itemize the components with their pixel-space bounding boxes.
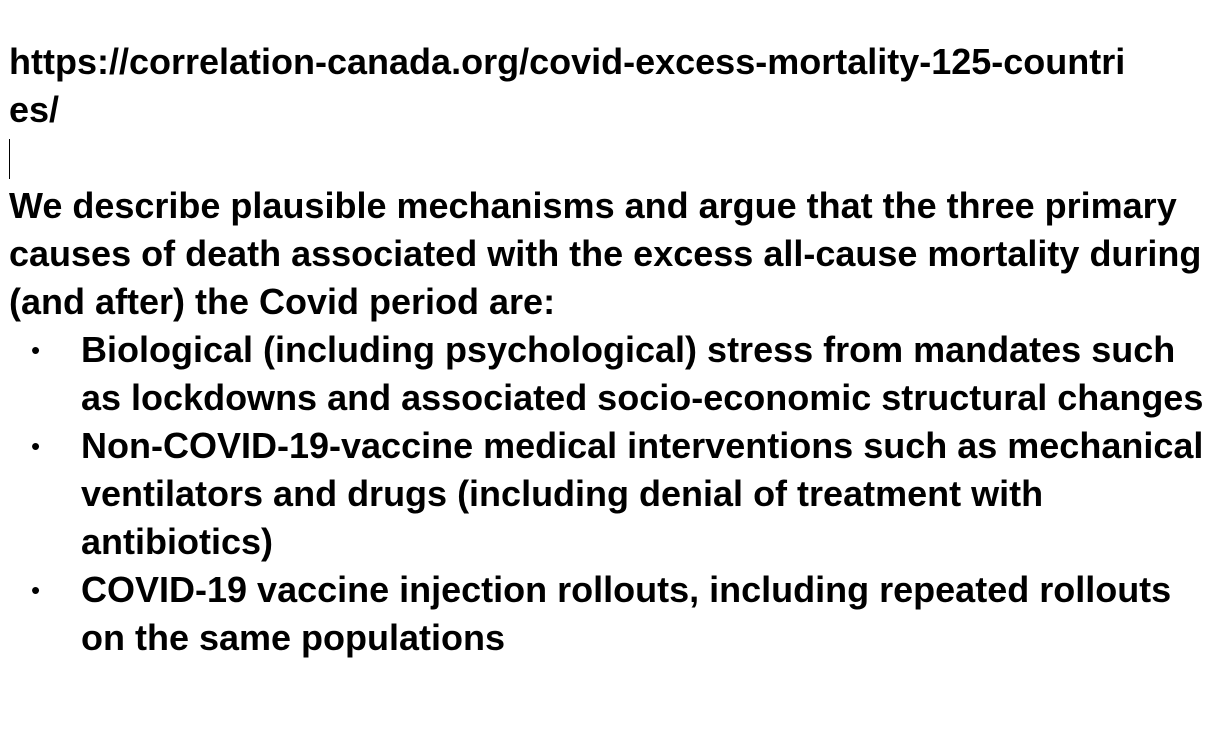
bullet-icon: • (31, 335, 41, 365)
text-caret-line[interactable] (9, 134, 1209, 182)
list-item-text: Biological (including psychological) stress from mandates such as lockdowns and associated socio-economic structural changes (81, 329, 1204, 418)
list-item (9, 566, 1209, 662)
list-item-text: Non-COVID-19-vaccine medical interventions such as mechanical ventilators and drugs (including denial of treatment with antibiotics) (81, 425, 1204, 562)
text-caret (9, 139, 10, 179)
list-item (9, 326, 1209, 422)
bullet-icon: • (31, 575, 41, 605)
list-item-text: COVID-19 vaccine injection rollouts, including repeated rollouts on the same populations (81, 569, 1172, 658)
source-url[interactable]: https://correlation-canada.org/covid-excess-mortality-125-countries/ (9, 41, 1126, 130)
causes-list (9, 326, 1209, 662)
bullet-icon: • (31, 431, 41, 461)
intro-paragraph: We describe plausible mechanisms and argue that the three primary causes of death associated with the excess all-cause mortality during (and after) the Covid period are: (9, 185, 1202, 322)
list-item (9, 422, 1209, 566)
document-body (9, 38, 1209, 662)
